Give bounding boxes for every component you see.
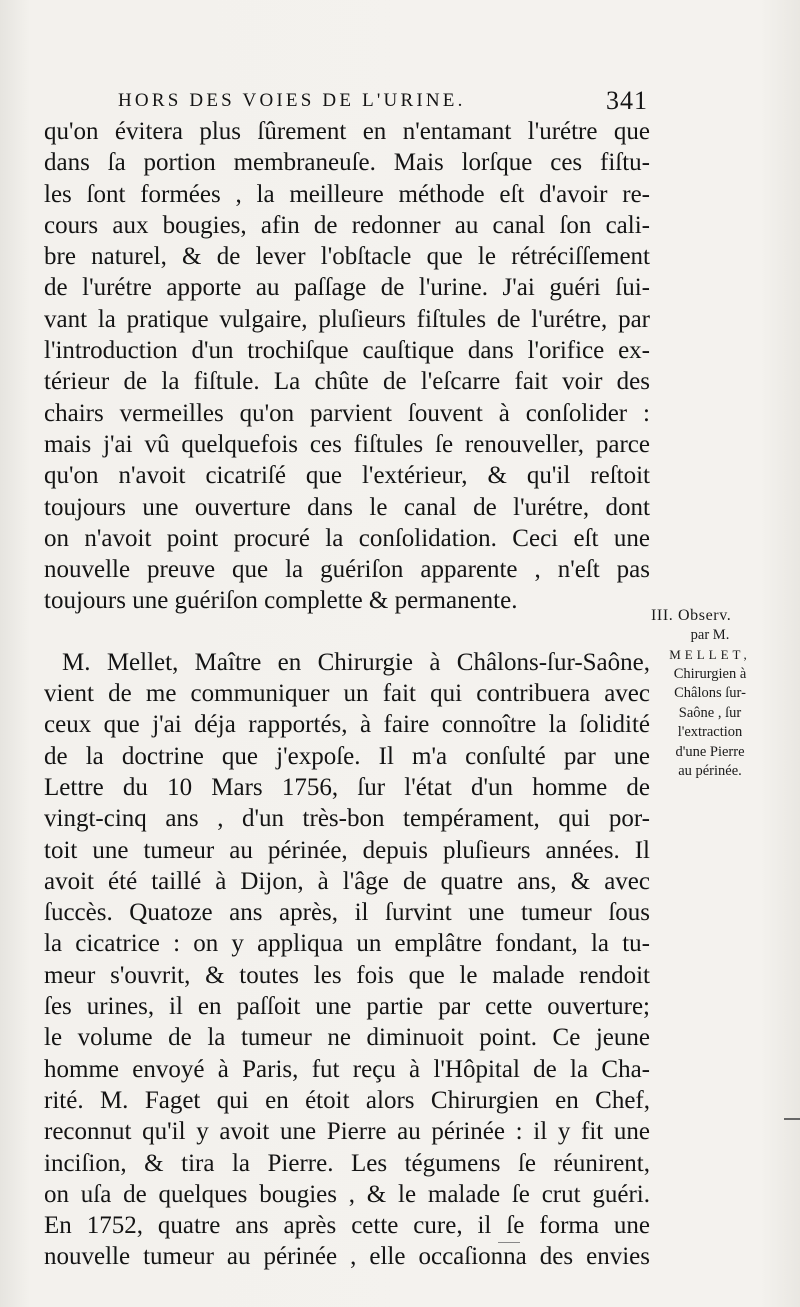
text-line: dans ſa portion membraneuſe. Mais lorſque ces fiſtu- <box>44 149 650 177</box>
text-line: avoit été taillé à Dijon, à l'âge de quatre ans, & avec <box>44 867 650 895</box>
marginal-note-line: Châlons ſur- <box>674 685 746 701</box>
text-line: meur s'ouvrit, & toutes les fois que le malade rendoit <box>44 961 650 989</box>
text-line: de la doctrine que j'expoſe. Il m'a conſulté par une <box>44 742 650 770</box>
text-line: rité. M. Faget qui en étoit alors Chirurgien en Chef, <box>44 1086 650 1114</box>
marginal-note-line: MELLET, <box>669 647 751 662</box>
running-title: HORS DES VOIES DE L'URINE. <box>118 90 466 111</box>
text-line: bre naturel, & de lever l'obſtacle que le rétréciſſement <box>44 243 650 271</box>
text-line: nouvelle tumeur au périnée , elle occaſionna des envies <box>44 1243 650 1271</box>
text-line: les ſont formées , la meilleure méthode eſt d'avoir re- <box>44 180 650 208</box>
text-line: M. Mellet, Maître en Chirurgie à Châlons-ſur-Saône, <box>62 648 650 676</box>
text-line: vingt-cinq ans , d'un très-bon tempérament, qui por- <box>44 805 650 833</box>
main-text <box>44 116 650 1273</box>
text-line: le volume de la tumeur ne diminuoit point. Ce jeune <box>44 1024 650 1052</box>
marginal-note-line: au périnée. <box>678 763 742 779</box>
text-line: homme envoyé à Paris, fut reçu à l'Hôpital de la Cha- <box>44 1055 650 1083</box>
text-line: chairs vermeilles qu'on parvient ſouvent à conſolider : <box>44 399 650 427</box>
text-line: toujours une guériſon complette & permanente. <box>44 587 518 615</box>
text-line: on uſa de quelques bougies , & le malade ſe crut guéri. <box>44 1180 650 1208</box>
text-line: l'introduction d'un trochiſque cauſtique dans l'orifice ex- <box>44 337 650 365</box>
paragraph-1 <box>44 116 650 617</box>
text-line: nouvelle preuve que la guériſon apparente , n'eſt pas <box>44 556 650 584</box>
text-line: ceux que j'ai déja rapportés, à faire connoître la ſolidité <box>44 711 650 739</box>
text-line: vient de me communiquer un fait qui contribuera avec <box>44 680 650 708</box>
text-line: toit une tumeur au périnée, depuis pluſieurs années. Il <box>44 836 650 864</box>
text-line: qu'on évitera plus ſûrement en n'entamant l'urétre que <box>44 118 650 145</box>
marginal-note-line: l'extraction <box>677 724 743 740</box>
paragraph-2 <box>44 647 650 1273</box>
text-line: ſuccès. Quatoze ans après, il ſurvint une tumeur ſous <box>44 899 650 927</box>
text-line: vant la pratique vulgaire, pluſieurs fiſtules de l'urétre, par <box>44 305 650 333</box>
marginal-note-line: d'une Pierre <box>675 743 745 760</box>
marginal-note-line: Saône , ſur <box>678 704 742 721</box>
text-line: on n'avoit point procuré la conſolidation. Ceci eſt une <box>44 524 650 552</box>
text-line: mais j'ai vû quelquefois ces fiſtules ſe renouveller, parce <box>44 430 650 458</box>
page-number: 341 <box>606 86 648 115</box>
text-line: Lettre du 10 Mars 1756, ſur l'état d'un homme de <box>44 773 650 801</box>
text-line: de l'urétre apporte au paſſage de l'urine. J'ai guéri ſui- <box>44 274 650 302</box>
text-line: ſes urines, il en paſſoit une partie par cette ouverture; <box>44 993 650 1021</box>
text-line: qu'on n'avoit cicatriſé que l'extérieur, & qu'il reſtoit <box>44 462 650 490</box>
page-header <box>118 88 648 118</box>
text-line: inciſion, & tira la Pierre. Les tégumens ſe réunirent, <box>44 1149 650 1177</box>
marginal-note-line: Chirurgien à <box>673 665 747 682</box>
text-line: la cicatrice : on y appliqua un emplâtre fondant, la tu- <box>44 930 650 958</box>
text-line: En 1752, quatre ans après cette cure, il ſe forma une <box>44 1212 650 1240</box>
marginal-note <box>651 606 769 782</box>
text-line: térieur de la fiſtule. La chûte de l'eſcarre fait voir des <box>44 368 650 396</box>
page-edge-mark <box>784 1118 800 1120</box>
marginal-note-line: III. Observ. <box>651 607 732 624</box>
text-line: toujours une ouverture dans le canal de l'urétre, dont <box>44 493 650 521</box>
text-line: cours aux bougies, afin de redonner au canal ſon cali- <box>44 211 650 239</box>
text-line: reconnut qu'il y avoit une Pierre au périnée : il y fit une <box>44 1118 650 1146</box>
ink-mark <box>498 1242 520 1243</box>
marginal-note-line: par M. <box>690 626 730 643</box>
